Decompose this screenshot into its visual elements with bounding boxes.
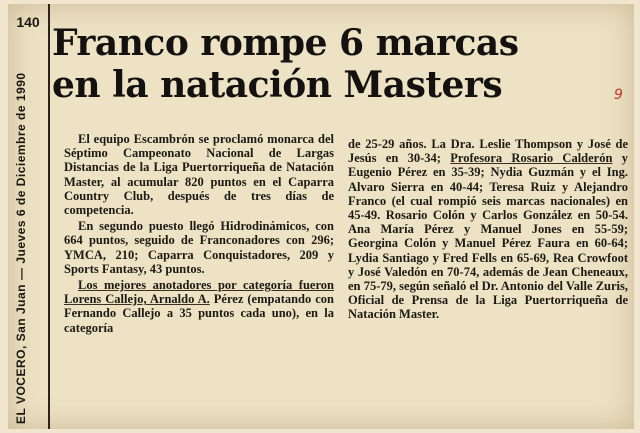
underlined-name: Profesora Rosario Calderón	[450, 151, 613, 166]
headline	[52, 22, 632, 106]
article-column-2	[348, 137, 628, 322]
headline-line-1: Franco rompe 6 marcas	[52, 22, 519, 64]
paragraph-3	[64, 278, 334, 335]
paragraph-2: En segundo puesto llegó Hidrodinámicos, con 664 puntos, seguido de Franconadores con 296; YMCA, 210; Caparra Conquistadores, 209 y Sports Fantasy, 43 puntos.	[64, 219, 334, 276]
paragraph-4	[348, 137, 628, 322]
page-number: 140	[16, 14, 40, 30]
dateline	[14, 39, 28, 424]
headline-line-2: en la natación Masters	[52, 64, 503, 106]
handwritten-mark: 9	[614, 87, 623, 103]
newspaper-clipping	[8, 4, 634, 429]
underlined-text: Los mejores anotadores por categoría fueron Lorens Callejo, Arnaldo A.	[64, 278, 334, 307]
paragraph-4-start: de 25-29 años. La Dra. Leslie Thompson y José de Jesús en 30-34;	[348, 137, 628, 166]
publication-date: — Jueves 6 de Diciembre de 1990	[14, 72, 28, 281]
paragraph-4-rest: y Eugenio Pérez en 35-39; Nydia Guzmán y el Ing. Alvaro Sierra en 40-44; Teresa Ruiz y Alejandro Franco (el cual rompió seis marcas nacionales) en 45-49. Rosario Colón y Carlos González en 50-54. Ana María Pérez y Manuel Jones en 55-59; Georgina Colón y Manuel Pérez Faura en 60-64; Lydia Santiago y Fred Fells en 65-69, Rea Crowfoot y José Valedón en 70-74, además de Jean Cheneaux, en 75-79, según señaló el Dr. Antonio del Valle Zuris, Oficial de Prensa de la Liga Puertorriqueña de Natación Master.	[348, 151, 628, 322]
article-column-1	[64, 132, 334, 335]
paragraph-3-rest: Pérez (empatando con Fernando Callejo a 35 puntos cada uno), en la categoría	[64, 292, 334, 335]
paragraph-1: El equipo Escambrón se proclamó monarca del Séptimo Campeonato Nacional de Largas Distancias de la Liga Puertorriqueña de Natación Master, al acumular 820 puntos en el Caparra Country Club, después de tres días de competencia.	[64, 132, 334, 218]
publication-name: EL VOCERO, San Juan	[14, 284, 28, 424]
